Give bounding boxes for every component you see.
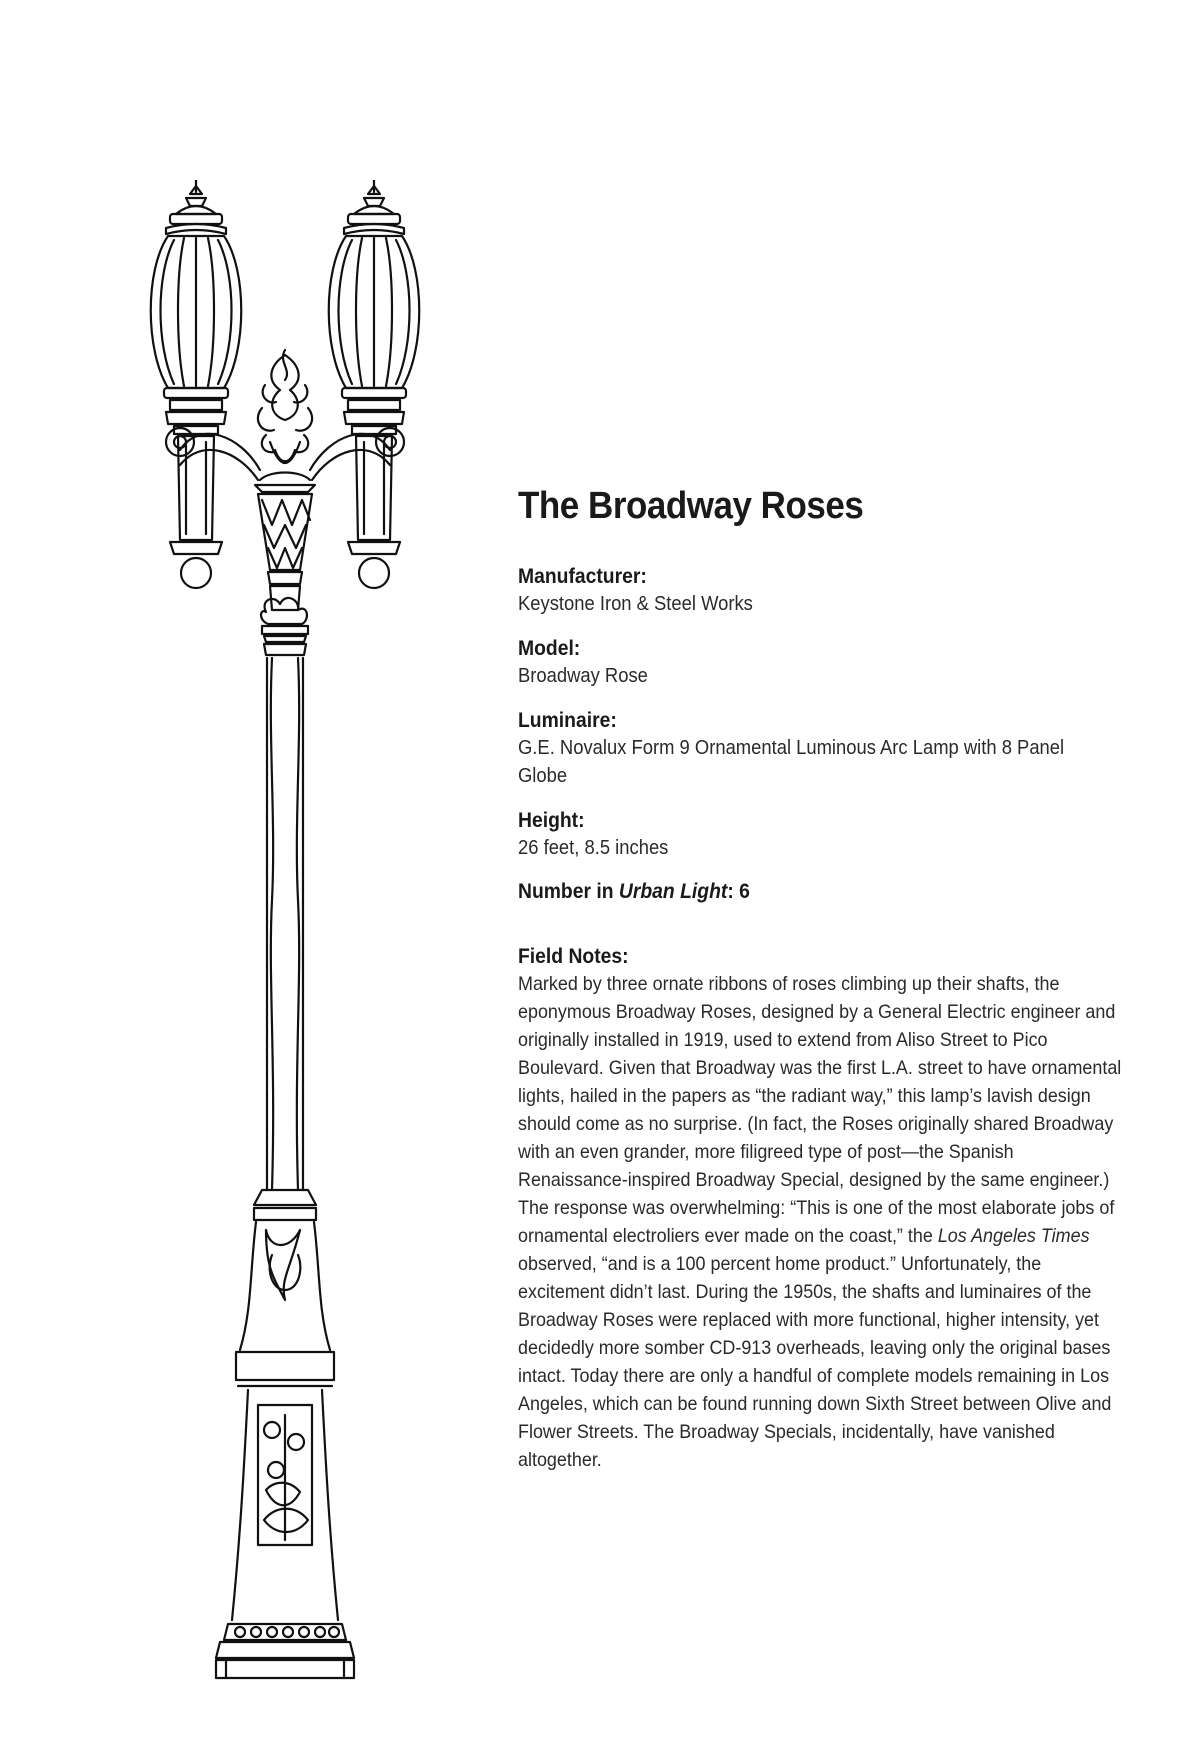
height-label: Height: [518, 809, 585, 832]
finial [258, 350, 312, 480]
field-notes-label: Field Notes: [518, 945, 629, 968]
field-notes-italic: Los Angeles Times [937, 1225, 1090, 1247]
model-field [518, 636, 1128, 690]
manufacturer-label: Manufacturer: [518, 565, 647, 588]
model-label: Model: [518, 637, 581, 660]
field-notes [518, 944, 1128, 1474]
number-label-suffix: : [727, 880, 740, 903]
page-title: The Broadway Roses [518, 485, 864, 527]
number-in-urban-light [518, 880, 1079, 904]
shaft [264, 644, 306, 1190]
model-value: Broadway Rose [518, 665, 648, 687]
field-notes-text [518, 970, 1124, 1474]
manufacturer-field [518, 564, 1128, 618]
right-lantern [329, 180, 420, 588]
field-notes-part2: observed, “and is a 100 percent home product.” Unfortunately, the excitement didn’t last. During the 1950s, the shafts and luminaires of the Broadway Roses were replaced with more functional, higher intensity, yet decidedly more somber CD-913 overheads, leaving only the original bases intact. Today there are only a handful of complete models remaining in Los Angeles, which can be found running down Sixth Street between Olive and Flower Streets. The Broadway Specials, incidentally, have vanished altogether. [518, 1253, 1112, 1471]
number-label-prefix: Number in [518, 880, 619, 903]
number-label-italic: Urban Light [618, 880, 728, 903]
lamp-post-illustration [140, 180, 430, 1680]
height-value: 26 feet, 8.5 inches [518, 837, 669, 859]
spec-column [518, 485, 1128, 1492]
left-lantern [151, 180, 242, 588]
manufacturer-value: Keystone Iron & Steel Works [518, 593, 753, 615]
number-value: 6 [739, 880, 750, 903]
base [216, 1190, 354, 1678]
field-notes-part1: Marked by three ornate ribbons of roses climbing up their shafts, the eponymous Broadway Roses, designed by a General Electric engineer and originally installed in 1919, used to extend from Aliso Street to Pico Boulevard. Given that Broadway was the first L.A. street to have ornamental lights, hailed in the papers as “the radiant way,” this lamp’s lavish design should come as no surprise. (In fact, the Roses originally shared Broadway with an even grander, more filigreed type of post—the Spanish Renaissance-inspired Broadway Special, designed by the same engineer.) The response was overwhelming: “This is one of the most elaborate jobs of ornamental electroliers ever made on the coast,” the [518, 973, 1122, 1247]
height-field [518, 808, 1128, 862]
luminaire-field [518, 708, 1128, 790]
luminaire-label: Luminaire: [518, 709, 617, 732]
luminaire-value: G.E. Novalux Form 9 Ornamental Luminous Arc Lamp with 8 Panel Globe [518, 737, 1065, 787]
capital [255, 485, 315, 642]
